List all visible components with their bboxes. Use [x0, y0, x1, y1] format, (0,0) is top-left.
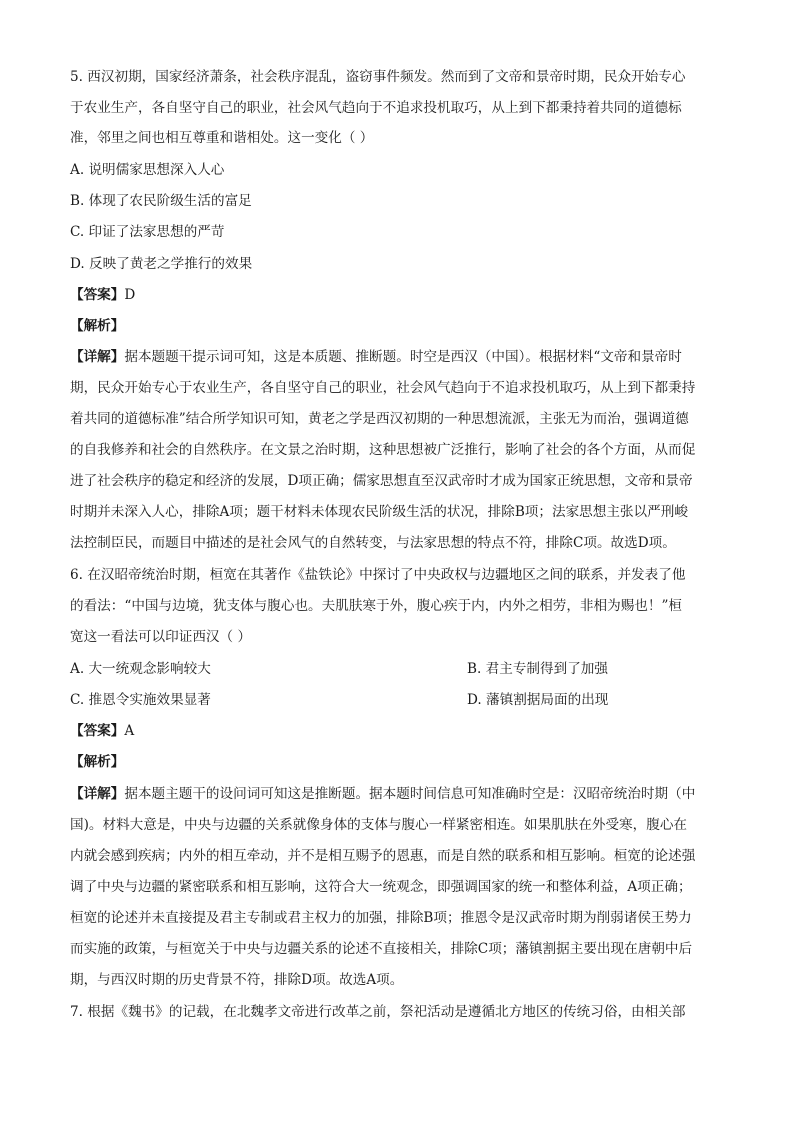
q6-option-b: B. 君主专制得到了加强 [467, 661, 608, 677]
q6-detail-line-6: 而实施的政策，与桓宽关于中央与边疆关系的论述不直接相关，排除C项；藩镇割据主要出现在唐朝中后 [70, 941, 693, 957]
q6-option-a: A. 大一统观念影响较大 [70, 661, 211, 677]
q6-option-c: C. 推恩令实施效果显著 [70, 692, 211, 708]
q5-option-c: C. 印证了法家思想的严苛 [70, 224, 225, 240]
q6-detail-line-5: 桓宽的论述并未直接提及君主专制或君主权力的加强，排除B项；推恩令是汉武帝时期为削弱诸侯王势力 [70, 910, 692, 926]
detail-tag: 【详解】 [70, 786, 125, 802]
q5-stem-line-1: 5. 西汉初期，国家经济萧条，社会秩序混乱，盗窃事件频发。然而到了文帝和景帝时期，民众开始专心 [70, 69, 686, 85]
q6-analysis-tag [70, 752, 730, 772]
q5-option-d: D. 反映了黄老之学推行的效果 [70, 256, 253, 272]
q5-detail-line-5: 进了社会秩序的稳定和经济的发展，D项正确；儒家思想直至汉武帝时才成为国家正统思想，文帝和景帝 [70, 473, 693, 489]
q6-stem-line-2: 的看法：“中国与边境，犹支体与腹心也。夫肌肤寒于外，腹心疾于内，内外之相劳，非相为赐也！”桓 [70, 598, 683, 614]
q6-detail-line-7: 期，与西汉时期的历史背景不符，排除D项。故选A项。 [70, 972, 404, 988]
q5-detail-line-4: 的自我修养和社会的自然秩序。在文景之治时期，这种思想被广泛推行，影响了社会的各个方面，从而促 [70, 442, 696, 458]
q5-detail-line-6: 时期并未深入人心，排除A项；题干材料未体现农民阶级生活的状况，排除B项；法家思想主张以严刑峻 [70, 504, 688, 520]
q6-detail-line-2: 国)。材料大意是，中央与边疆的关系就像身体的支体与腹心一样紧密相连。如果肌肤在外受寒，腹心在 [70, 817, 688, 833]
answer-tag: 【答案】 [70, 287, 125, 303]
q6-options-row-2 [70, 690, 730, 710]
detail-tag: 【详解】 [70, 349, 125, 365]
q5-detail-line-2: 期，民众开始专心于农业生产，各自坚守自己的职业，社会风气趋向于不追求投机取巧，从上到下都秉持 [70, 380, 696, 396]
analysis-tag: 【解析】 [70, 754, 125, 770]
q6-detail-line-4: 调了中央与边疆的紧密联系和相互影响，这符合大一统观念，即强调国家的统一和整体利益，A项正确； [70, 879, 692, 895]
answer-value: A [124, 723, 135, 739]
q5-detail-line-3: 着共同的道德标准”结合所学知识可知，黄老之学是西汉初期的一种思想流派，主张无为而治，强调道德 [70, 411, 689, 427]
q5-stem-line-3: 准，邻里之间也相互尊重和谐相处。这一变化（ ） [70, 130, 374, 146]
q7-stem-line-1: 7. 根据《魏书》的记载，在北魏孝文帝进行改革之前，祭祀活动是遵循北方地区的传统习俗，由相关部 [70, 1004, 686, 1020]
q5-analysis-tag [70, 316, 730, 336]
q6-detail-line-1 [70, 784, 730, 804]
q6-answer [70, 721, 730, 741]
detail-text: 据本题题干提示词可知，这是本质题、推断题。时空是西汉（中国）。根据材料“文帝和景帝时 [124, 349, 682, 365]
q5-stem-line-2: 于农业生产，各自坚守自己的职业，社会风气趋向于不追求投机取巧，从上到下都秉持着共同的道德标 [70, 100, 682, 116]
analysis-tag: 【解析】 [70, 318, 125, 334]
answer-value: D [124, 287, 136, 303]
q5-detail-line-1 [70, 347, 730, 367]
q5-option-a: A. 说明儒家思想深入人心 [70, 162, 225, 178]
q5-detail-line-7: 法控制臣民，而题目中描述的是社会风气的自然转变，与法家思想的特点不符，排除C项。故选D项。 [70, 535, 676, 551]
q6-stem-line-1: 6. 在汉昭帝统治时期，桓宽在其著作《盐铁论》中探讨了中央政权与边疆地区之间的联系，并发表了他 [70, 567, 686, 583]
q5-answer [70, 285, 730, 305]
q6-options-row-1 [70, 659, 730, 679]
q6-detail-line-3: 内就会感到疾病；内外的相互牵动，并不是相互赐予的恩惠，而是自然的联系和相互影响。桓宽的论述强 [70, 848, 696, 864]
q6-option-d: D. 藩镇割据局面的出现 [467, 692, 609, 708]
q6-stem-line-3: 宽这一看法可以印证西汉（ ） [70, 629, 252, 645]
answer-tag: 【答案】 [70, 723, 125, 739]
detail-text: 据本题主题干的设问词可知这是推断题。据本题时间信息可知准确时空是：汉昭帝统治时期（中 [124, 786, 696, 802]
q5-option-b: B. 体现了农民阶级生活的富足 [70, 193, 252, 209]
